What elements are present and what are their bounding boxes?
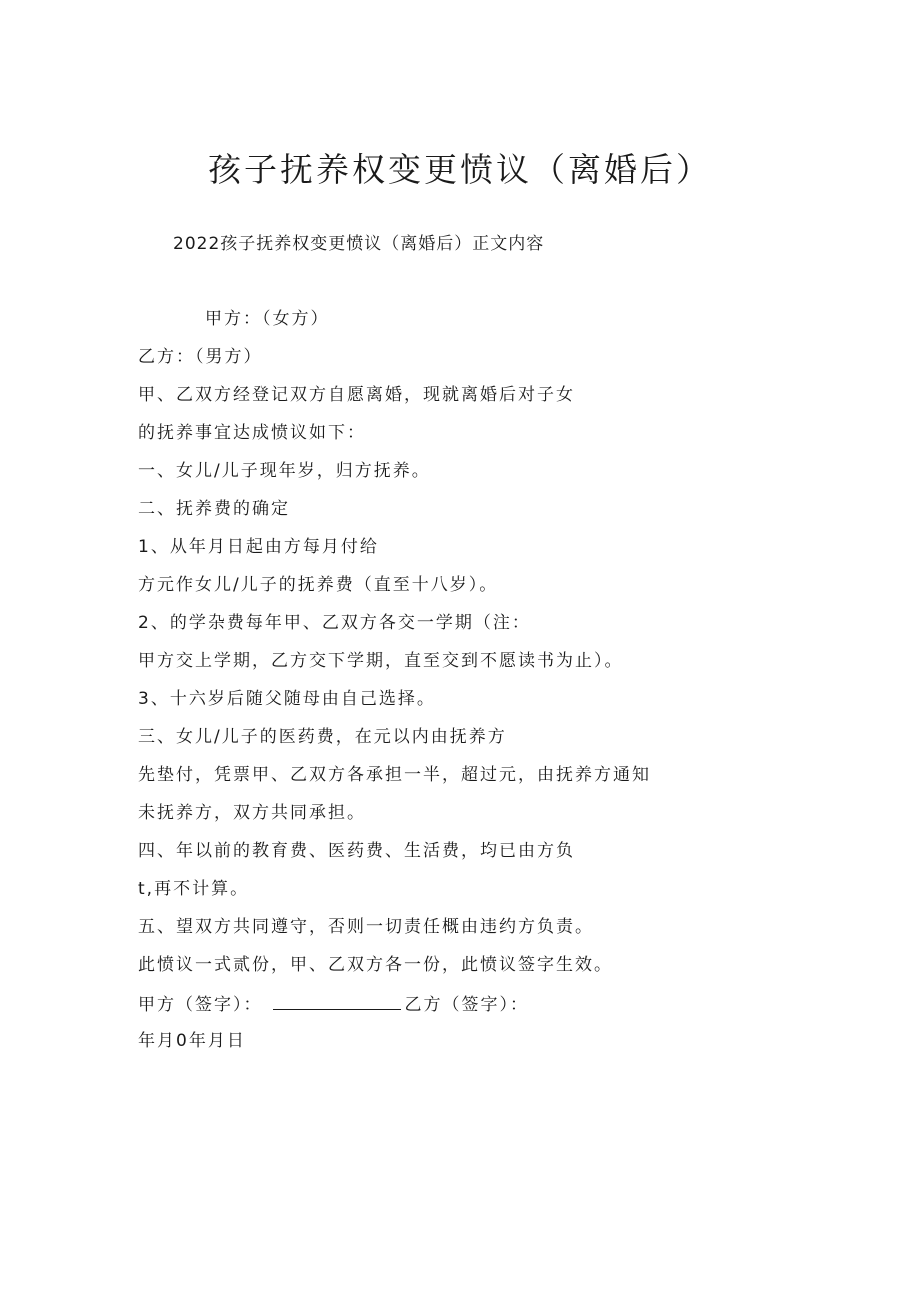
clause-2-heading: 二、抚养费的确定: [138, 499, 290, 519]
clause-3: 三、女儿/儿子的医药费，在元以内由抚养方: [138, 727, 507, 747]
signature-line: [138, 991, 878, 1029]
body-line: t,再不计算。: [138, 879, 250, 899]
clause-2-3: 3、十六岁后随父随母由自己选择。: [138, 689, 436, 709]
body-line: 甲、乙双方经登记双方自愿离婚，现就离婚后对子女: [138, 385, 575, 405]
clause-1: 一、女儿/儿子现年岁，归方抚养。: [138, 461, 431, 481]
party-b-line: 乙方：（男方）: [138, 347, 263, 367]
clause-2-1: 1、从年月日起由方每月付给: [138, 537, 379, 557]
body-line: 未抚养方，双方共同承担。: [138, 803, 366, 823]
document-body: [138, 345, 878, 1067]
body-line: 此愤议一式贰份，甲、乙双方各一份，此愤议签字生效。: [138, 955, 613, 975]
document-subtitle: 2022孩子抚养权变更愤议（离婚后）正文内容: [173, 234, 545, 254]
body-line: 的抚养事宜达成愤议如下：: [138, 423, 366, 443]
signature-blank[interactable]: [273, 991, 401, 1010]
body-line: 甲方交上学期，乙方交下学期，直至交到不愿读书为止）。: [138, 651, 624, 671]
party-b-signature-label: 乙方（签字）：: [404, 995, 529, 1015]
date-line: 年月0年月日: [138, 1031, 246, 1051]
body-line: 先垫付，凭票甲、乙双方各承担一半，超过元，由抚养方通知: [138, 765, 651, 785]
clause-4: 四、年以前的教育费、医药费、生活费，均已由方负: [138, 841, 575, 861]
party-a-line: 甲方：（女方）: [205, 309, 330, 329]
clause-5: 五、望双方共同遵守，否则一切责任概由违约方负责。: [138, 917, 594, 937]
body-line: 方元作女儿/儿子的抚养费（直至十八岁）。: [138, 575, 499, 595]
party-a-signature-label: 甲方（签字）：: [138, 995, 263, 1015]
clause-2-2: 2、的学杂费每年甲、乙双方各交一学期（注：: [138, 613, 531, 633]
document-title: 孩子抚养权变更愤议（离婚后）: [208, 150, 712, 189]
